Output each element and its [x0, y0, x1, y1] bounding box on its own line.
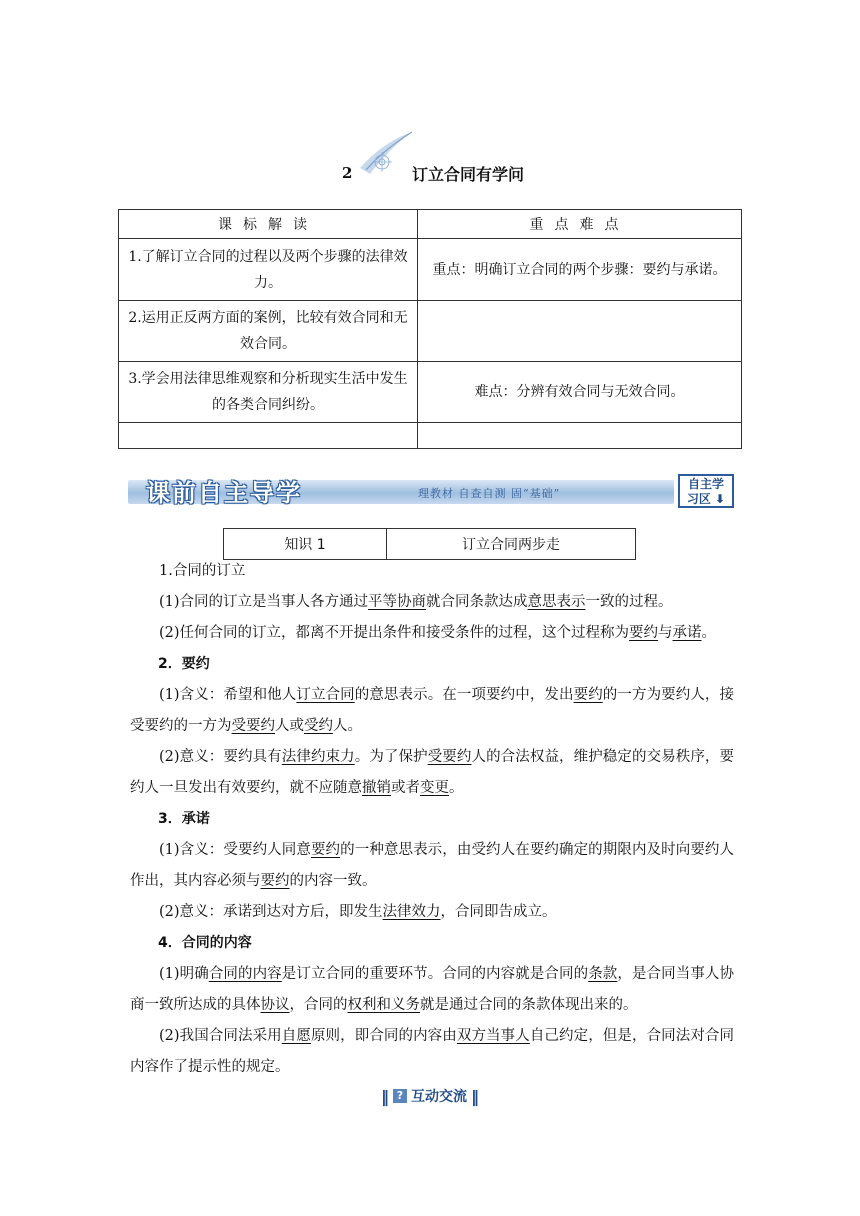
section-banner	[128, 472, 738, 510]
knowledge-title: 订立合同两步走	[387, 529, 636, 560]
question-icon: ?	[393, 1089, 407, 1103]
badge-line: 自主学	[687, 477, 724, 491]
paragraph: (1)含义：希望和他人订立合同的意思表示。在一项要约中，发出要约的一方为要约人，接受要约的一方为受要约人或受约人。	[130, 687, 735, 734]
goals-header-standards: 课标解读	[119, 210, 418, 239]
badge-line: 习区 ⬇	[686, 492, 726, 506]
lesson-title-block	[0, 128, 860, 188]
paragraph: (1)合同的订立是当事人各方通过平等协商就合同条款达成意思表示一致的过程。	[159, 594, 673, 610]
table-row	[119, 362, 742, 423]
section-heading: 2．要约	[158, 656, 210, 672]
goals-cell	[119, 423, 418, 449]
compass-swoosh-icon	[356, 130, 416, 180]
self-study-badge	[678, 474, 734, 508]
paragraph: (2)意义：承诺到达对方后，即发生法律效力，合同即告成立。	[159, 904, 557, 920]
knowledge-label: 知识 1	[224, 529, 387, 560]
interact-marker	[0, 1086, 860, 1106]
goals-cell: 2.运用正反两方面的案例，比较有效合同和无效合同。	[119, 301, 418, 362]
divider-bars-icon: ‖	[381, 1086, 389, 1106]
section-heading: 1.合同的订立	[159, 563, 246, 579]
paragraph: (2)任何合同的订立，都离不开提出条件和接受条件的过程，这个过程称为要约与承诺。	[159, 625, 717, 641]
goals-cell: 难点：分辨有效合同与无效合同。	[418, 362, 742, 423]
goals-header-row	[119, 210, 742, 239]
goals-table	[118, 209, 742, 449]
lesson-number: 2	[342, 164, 353, 182]
table-row	[119, 423, 742, 449]
table-row	[119, 301, 742, 362]
banner-title: 课前自主导学	[146, 479, 302, 507]
section-heading: 3．承诺	[158, 811, 210, 827]
goals-cell	[418, 423, 742, 449]
goals-cell	[418, 301, 742, 362]
lesson-title: 订立合同有学问	[412, 165, 525, 184]
goals-cell: 1.了解订立合同的过程以及两个步骤的法律效力。	[119, 239, 418, 301]
divider-bars-icon: ‖	[471, 1086, 479, 1106]
interact-label: 互动交流	[411, 1089, 467, 1105]
goals-cell: 3.学会用法律思维观察和分析现实生活中发生的各类合同纠纷。	[119, 362, 418, 423]
paragraph: (2)我国合同法采用自愿原则，即合同的内容由双方当事人自己约定，但是，合同法对合同内容作了提示性的规定。	[130, 1028, 735, 1075]
paragraph: (2)意义：要约具有法律约束力。为了保护受要约人的合法权益，维护稳定的交易秩序，要约人一旦发出有效要约，就不应随意撤销或者变更。	[130, 749, 735, 796]
section-heading: 4．合同的内容	[158, 935, 252, 951]
paragraph: (1)明确合同的内容是订立合同的重要环节。合同的内容就是合同的条款，是合同当事人协商一致所达成的具体协议，合同的权利和义务就是通过合同的条款体现出来的。	[130, 966, 735, 1013]
table-row	[119, 239, 742, 301]
content-body	[130, 556, 734, 1083]
goals-cell: 重点：明确订立合同的两个步骤：要约与承诺。	[418, 239, 742, 301]
paragraph: (1)含义：受要约人同意要约的一种意思表示，由受约人在要约确定的期限内及时向要约人作出，其内容必须与要约的内容一致。	[130, 842, 735, 889]
banner-subtitle: 理教材 自查自测 固“基础”	[418, 487, 561, 500]
goals-header-keypoints: 重点难点	[418, 210, 742, 239]
